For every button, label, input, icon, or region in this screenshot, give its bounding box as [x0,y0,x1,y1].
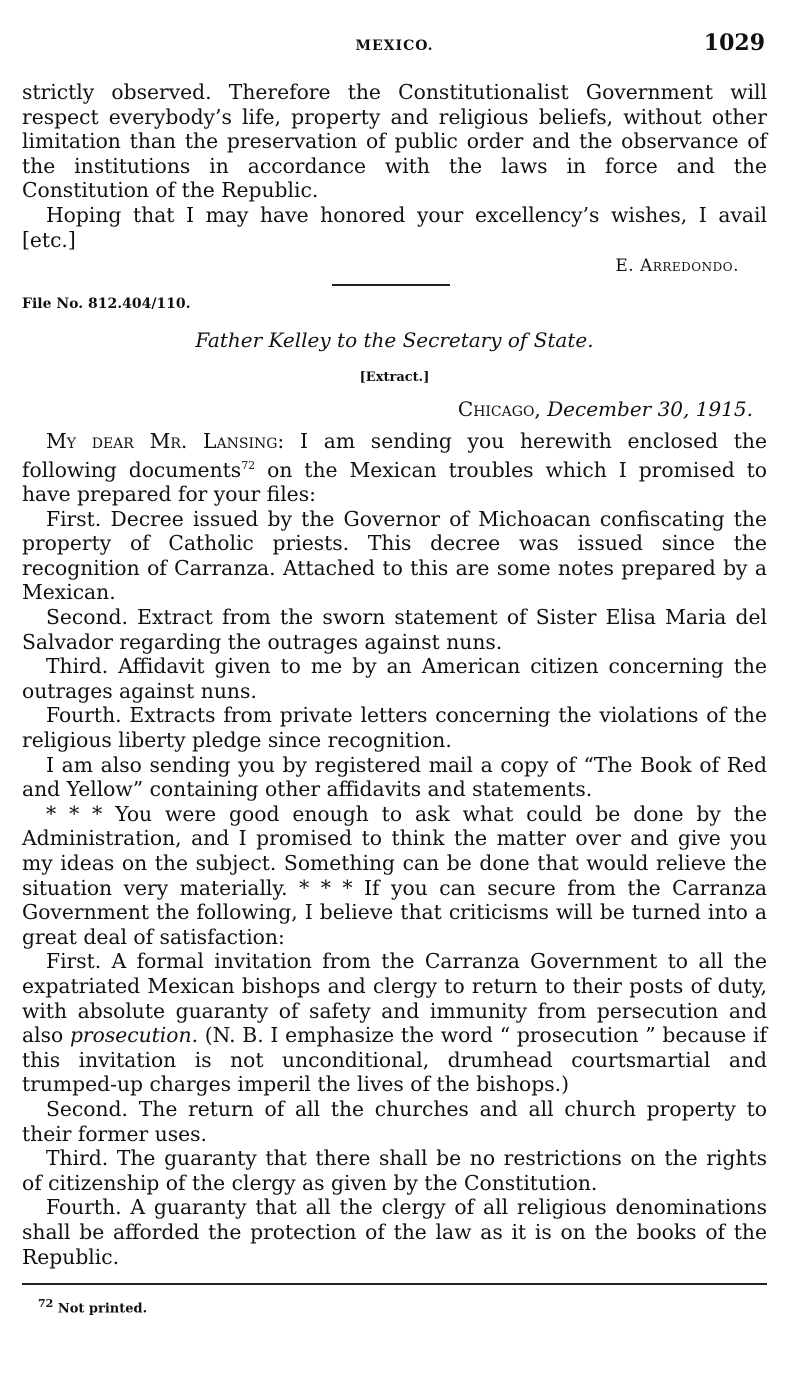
enclosure-item: Third. Affidavit given to me by an American citizen concerning the outrages against nuns. [22,654,767,703]
footnote-marker: 72 [38,1297,54,1311]
continuation-paragraph: strictly observed. Therefore the Constitutionalist Government will respect everybody’s life, property and religious beliefs, without other limitation than the preservation of public order and the observance of the institutions in accordance with the laws in force and the Constitution of the Republic. [22,80,767,203]
page [22,30,767,1316]
intro-text-b: on the Mexican troubles which I promised to have prepared for your files: [22,457,767,507]
footnote [22,1297,767,1316]
closing-paragraph: Hoping that I may have honored your excellency’s wishes, I avail [etc.] [22,202,767,252]
request-item: Fourth. A guaranty that all the clergy of all religious denominations shall be afforded the protection of the law as it is on the books of the Republic. [22,1195,767,1269]
footnote-rule [22,1283,767,1285]
enclosure-item: Fourth. Extracts from private letters concerning the violations of the religious liberty pledge since recognition. [22,703,767,753]
request-first-text-a: First. A formal invitation from the Carranza Government to all the expatriated Mexican bishops and clergy to return to their posts of duty, with absolute guaranty of safety and immunity from persecution and also [22,949,767,1048]
footnote-reference: 72 [241,458,256,472]
salutation: My dear Mr. Lansing: [46,429,285,454]
salutation-paragraph [22,429,767,507]
page-number: 1029 [703,30,765,56]
request-first-text-b: (N. B. I emphasize the word “ prosecution ” because if this invitation is not unconditional, drumhead courtsmartial and trumped-up charges imperil the lives of the bishops.) [22,1023,767,1097]
page-header [22,30,767,60]
dateline [22,397,767,421]
intro-text-a: I am sending you herewith enclosed the following documents [22,429,767,482]
enclosure-item: First. Decree issued by the Governor of Michoacan confiscating the property of Catholic priests. This decree was issued since the recognition of Carranza. Attached to this are some notes prepared by a Mexican. [22,506,767,605]
dateline-city: Chicago, [457,397,541,422]
administration-paragraph: * * * You were good enough to ask what could be done by the Administration, and I promised to think the matter over and give you my ideas on the subject. Something can be done that would relieve the situation very materially. * * * If you can secure from the Carranza Government the following, I believe that criticisms will be turned into a great deal of satisfaction: [22,801,767,949]
request-first-emphasis: prosecution. [69,1023,199,1048]
book-paragraph: I am also sending you by registered mail a copy of “The Book of Red and Yellow” containing other affidavits and statements. [22,752,767,802]
file-number: File No. 812.404/110. [22,296,191,313]
document-title: Father Kelley to the Secretary of State. [195,328,594,353]
extract-label: [Extract.] [359,370,430,386]
dateline-date: December 30, 1915. [547,397,753,422]
request-item: Second. The return of all the churches and all church property to their former uses. [22,1096,767,1146]
running-head: MEXICO. [355,38,434,54]
enclosure-item: Second. Extract from the sworn statement of Sister Elisa Maria del Salvador regarding the outrages against nuns. [22,605,767,654]
request-item [22,949,767,1097]
footnote-text: Not printed. [53,1301,148,1317]
request-item: Third. The guaranty that there shall be no restrictions on the rights of citizenship of the clergy as given by the Constitution. [22,1146,767,1195]
section-divider [332,284,450,286]
signature: E. Arredondo. [615,256,739,277]
